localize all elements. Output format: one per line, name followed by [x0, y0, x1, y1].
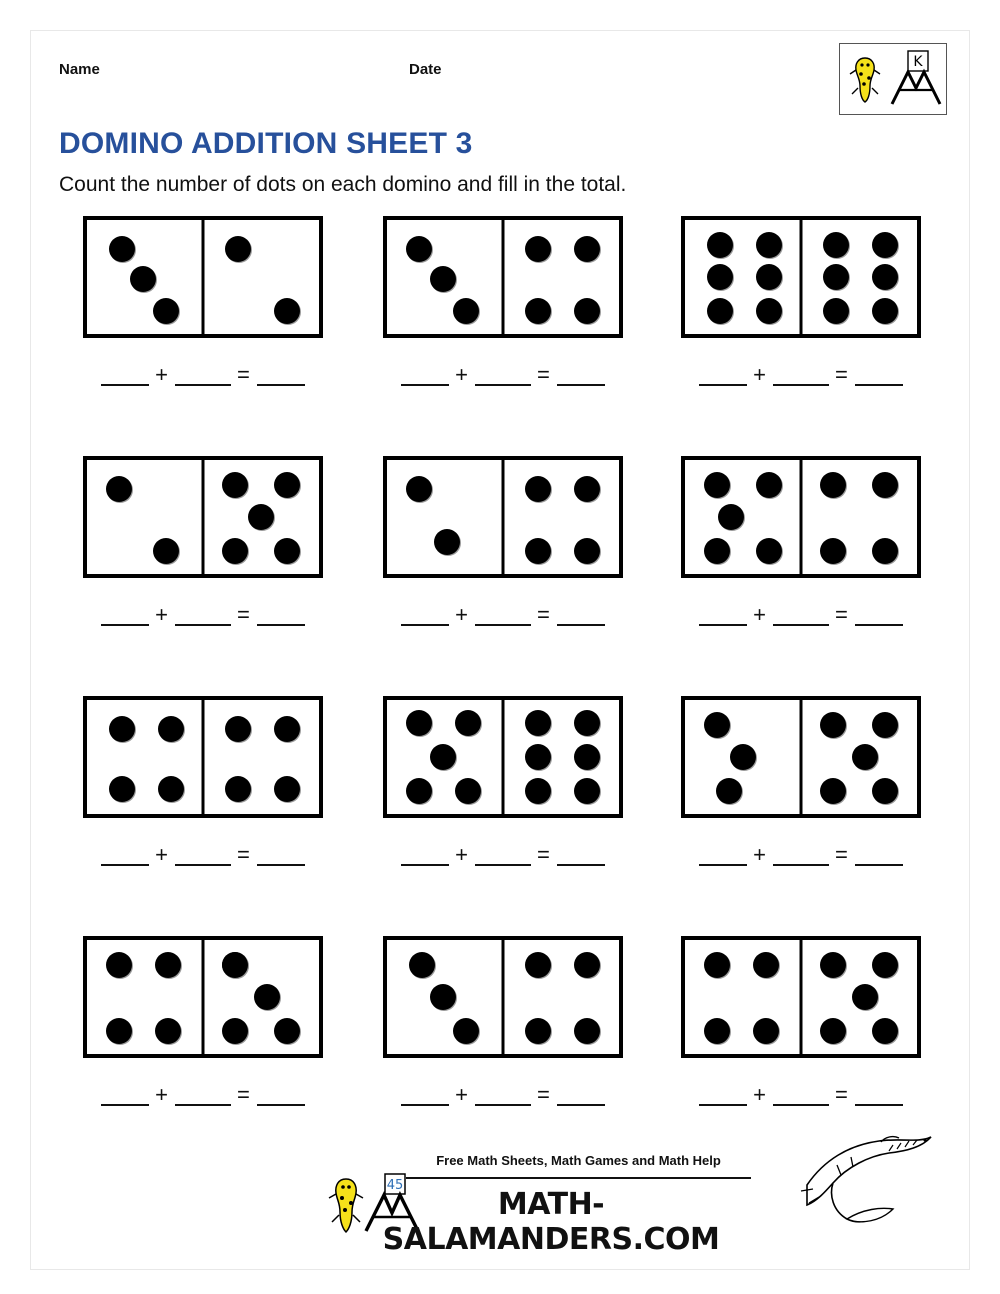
addend-1-blank[interactable] [101, 1088, 149, 1106]
total-blank[interactable] [257, 848, 305, 866]
domino-dot [109, 236, 135, 262]
domino-dot [525, 952, 551, 978]
answer-line[interactable] [53, 842, 353, 872]
domino-dot [525, 236, 551, 262]
domino-dot [406, 236, 432, 262]
domino-half-right [203, 460, 319, 574]
domino-dot [753, 952, 779, 978]
domino-dot [707, 264, 733, 290]
addend-1-blank[interactable] [401, 608, 449, 626]
problem-1 [53, 216, 353, 387]
addend-1-blank[interactable] [101, 848, 149, 866]
domino-tile [383, 936, 623, 1058]
domino-dot [430, 266, 456, 292]
domino-dot [756, 298, 782, 324]
addend-2-blank[interactable] [475, 1088, 531, 1106]
domino-dot [455, 710, 481, 736]
domino-dot [872, 264, 898, 290]
domino-dot [406, 476, 432, 502]
problem-6 [651, 456, 951, 627]
domino-tile [681, 216, 921, 338]
domino-half-right [801, 700, 917, 814]
domino-dot [155, 952, 181, 978]
domino-dot [525, 1018, 551, 1044]
footer-brand: MATH-SALAMANDERS.COM [382, 1187, 720, 1257]
problem-row [31, 216, 969, 456]
domino-half-left [387, 700, 503, 814]
domino-dot [406, 778, 432, 804]
domino-half-left [685, 460, 801, 574]
domino-dot [106, 476, 132, 502]
addend-2-blank[interactable] [773, 608, 829, 626]
domino-dot [430, 984, 456, 1010]
answer-line[interactable] [651, 1082, 951, 1112]
addend-1-blank[interactable] [101, 608, 149, 626]
domino-dot [574, 236, 600, 262]
problem-9 [651, 696, 951, 867]
equals-sign: = [835, 602, 849, 627]
equals-sign: = [537, 1082, 551, 1107]
equals-sign: = [237, 602, 251, 627]
domino-dot [274, 776, 300, 802]
domino-dot [704, 712, 730, 738]
domino-dot [106, 952, 132, 978]
total-blank[interactable] [257, 608, 305, 626]
addend-1-blank[interactable] [401, 848, 449, 866]
svg-text:45: 45 [386, 1178, 404, 1193]
addend-2-blank[interactable] [175, 848, 231, 866]
problem-row [31, 456, 969, 696]
domino-dot [434, 529, 460, 555]
domino-dot [823, 232, 849, 258]
total-blank[interactable] [557, 368, 605, 386]
equals-sign: = [237, 842, 251, 867]
addend-2-blank[interactable] [773, 368, 829, 386]
domino-half-right [503, 220, 619, 334]
total-blank[interactable] [257, 1088, 305, 1106]
problem-3 [651, 216, 951, 387]
domino-dot [704, 538, 730, 564]
domino-dot [274, 716, 300, 742]
addend-2-blank[interactable] [175, 608, 231, 626]
domino-dot [409, 952, 435, 978]
domino-dot [158, 716, 184, 742]
equals-sign: = [835, 1082, 849, 1107]
domino-dot [106, 1018, 132, 1044]
domino-dot [820, 712, 846, 738]
domino-half-right [203, 220, 319, 334]
domino-dot [574, 298, 600, 324]
addend-1-blank[interactable] [401, 368, 449, 386]
equals-sign: = [537, 602, 551, 627]
domino-dot [872, 1018, 898, 1044]
total-blank[interactable] [855, 848, 903, 866]
addend-2-blank[interactable] [773, 1088, 829, 1106]
domino-dot [574, 538, 600, 564]
problem-2 [353, 216, 653, 387]
domino-dot [574, 744, 600, 770]
domino-dot [756, 472, 782, 498]
addend-1-blank[interactable] [699, 848, 747, 866]
domino-dot [525, 778, 551, 804]
domino-dot [130, 266, 156, 292]
svg-text:K: K [913, 54, 923, 70]
domino-dot [525, 744, 551, 770]
domino-dot [274, 1018, 300, 1044]
worksheet-page [30, 30, 970, 1270]
domino-dot [716, 778, 742, 804]
domino-dot [756, 538, 782, 564]
domino-dot [109, 716, 135, 742]
domino-half-left [87, 940, 203, 1054]
domino-half-left [685, 220, 801, 334]
plus-sign: + [155, 1082, 169, 1107]
domino-dot [823, 264, 849, 290]
addend-2-blank[interactable] [175, 368, 231, 386]
addend-1-blank[interactable] [699, 1088, 747, 1106]
domino-half-right [801, 460, 917, 574]
domino-half-right [503, 460, 619, 574]
equals-sign: = [237, 1082, 251, 1107]
domino-dot [574, 476, 600, 502]
answer-line[interactable] [53, 1082, 353, 1112]
equals-sign: = [537, 842, 551, 867]
domino-dot [222, 538, 248, 564]
domino-dot [756, 232, 782, 258]
footer-divider [406, 1177, 751, 1179]
total-blank[interactable] [257, 368, 305, 386]
equals-sign: = [537, 362, 551, 387]
domino-dot [225, 236, 251, 262]
domino-dot [525, 538, 551, 564]
domino-dot [153, 538, 179, 564]
answer-line[interactable] [651, 602, 951, 632]
plus-sign: + [155, 602, 169, 627]
domino-half-left [685, 700, 801, 814]
answer-line[interactable] [53, 362, 353, 392]
domino-dot [222, 472, 248, 498]
domino-dot [109, 776, 135, 802]
plus-sign: + [455, 1082, 469, 1107]
domino-half-left [387, 460, 503, 574]
domino-dot [274, 298, 300, 324]
domino-dot [274, 472, 300, 498]
problem-4 [53, 456, 353, 627]
problem-10 [53, 936, 353, 1107]
domino-dot [153, 298, 179, 324]
date-label: Date [409, 61, 442, 78]
domino-dot [158, 776, 184, 802]
answer-line[interactable] [353, 1082, 653, 1112]
plus-sign: + [455, 842, 469, 867]
domino-dot [872, 952, 898, 978]
domino-dot [225, 716, 251, 742]
equals-sign: = [237, 362, 251, 387]
domino-dot [222, 1018, 248, 1044]
answer-line[interactable] [353, 602, 653, 632]
equals-sign: = [835, 362, 849, 387]
total-blank[interactable] [557, 608, 605, 626]
domino-tile [383, 456, 623, 578]
domino-dot [756, 264, 782, 290]
domino-dot [155, 1018, 181, 1044]
domino-half-left [685, 940, 801, 1054]
domino-dot [704, 472, 730, 498]
total-blank[interactable] [855, 368, 903, 386]
domino-dot [872, 778, 898, 804]
answer-line[interactable] [353, 362, 653, 392]
equals-sign: = [835, 842, 849, 867]
domino-half-right [801, 940, 917, 1054]
addend-1-blank[interactable] [101, 368, 149, 386]
domino-half-right [801, 220, 917, 334]
problem-12 [651, 936, 951, 1107]
domino-dot [707, 298, 733, 324]
plus-sign: + [155, 362, 169, 387]
domino-dot [222, 952, 248, 978]
domino-dot [753, 1018, 779, 1044]
plus-sign: + [753, 602, 767, 627]
lizard-icon [789, 1125, 949, 1235]
problem-5 [353, 456, 653, 627]
domino-dot [820, 538, 846, 564]
domino-tile [383, 696, 623, 818]
domino-dot [574, 778, 600, 804]
total-blank[interactable] [557, 1088, 605, 1106]
domino-half-left [87, 700, 203, 814]
domino-dot [718, 504, 744, 530]
domino-half-right [503, 940, 619, 1054]
addend-2-blank[interactable] [475, 608, 531, 626]
addend-1-blank[interactable] [401, 1088, 449, 1106]
domino-dot [525, 710, 551, 736]
km-monogram-icon [886, 50, 942, 108]
total-blank[interactable] [855, 608, 903, 626]
domino-dot [852, 744, 878, 770]
name-label: Name [59, 61, 100, 78]
domino-dot [574, 952, 600, 978]
logo-box [839, 43, 947, 115]
domino-dot [704, 1018, 730, 1044]
problem-row [31, 696, 969, 936]
domino-tile [83, 936, 323, 1058]
domino-dot [225, 776, 251, 802]
plus-sign: + [753, 842, 767, 867]
domino-dot [254, 984, 280, 1010]
problem-grid [31, 216, 969, 1176]
domino-half-left [387, 220, 503, 334]
problem-8 [353, 696, 653, 867]
domino-dot [730, 744, 756, 770]
problem-7 [53, 696, 353, 867]
domino-dot [820, 778, 846, 804]
instructions: Count the number of dots on each domino and fill in the total. [59, 173, 627, 196]
domino-dot [820, 952, 846, 978]
domino-tile [383, 216, 623, 338]
domino-half-left [87, 460, 203, 574]
domino-dot [820, 1018, 846, 1044]
plus-sign: + [455, 362, 469, 387]
total-blank[interactable] [557, 848, 605, 866]
domino-tile [681, 696, 921, 818]
domino-tile [83, 696, 323, 818]
answer-line[interactable] [651, 842, 951, 872]
domino-tile [681, 936, 921, 1058]
plus-sign: + [753, 1082, 767, 1107]
addend-2-blank[interactable] [175, 1088, 231, 1106]
domino-dot [248, 504, 274, 530]
addend-2-blank[interactable] [475, 848, 531, 866]
worksheet-header [31, 31, 969, 91]
domino-tile [681, 456, 921, 578]
domino-dot [823, 298, 849, 324]
addend-2-blank[interactable] [773, 848, 829, 866]
domino-dot [574, 1018, 600, 1044]
domino-dot [704, 952, 730, 978]
domino-half-left [387, 940, 503, 1054]
answer-line[interactable] [53, 602, 353, 632]
domino-dot [574, 710, 600, 736]
problem-11 [353, 936, 653, 1107]
domino-tile [83, 216, 323, 338]
total-blank[interactable] [855, 1088, 903, 1106]
addend-2-blank[interactable] [475, 368, 531, 386]
plus-sign: + [155, 842, 169, 867]
domino-dot [872, 538, 898, 564]
domino-half-right [203, 700, 319, 814]
domino-half-right [203, 940, 319, 1054]
domino-dot [274, 538, 300, 564]
domino-half-right [503, 700, 619, 814]
domino-dot [430, 744, 456, 770]
addend-1-blank[interactable] [699, 368, 747, 386]
page-title: DOMINO ADDITION SHEET 3 [59, 127, 473, 160]
domino-dot [707, 232, 733, 258]
domino-dot [872, 712, 898, 738]
domino-dot [852, 984, 878, 1010]
domino-dot [453, 298, 479, 324]
domino-half-left [87, 220, 203, 334]
domino-tile [83, 456, 323, 578]
answer-line[interactable] [651, 362, 951, 392]
plus-sign: + [753, 362, 767, 387]
domino-dot [406, 710, 432, 736]
domino-dot [820, 472, 846, 498]
domino-dot [455, 778, 481, 804]
plus-sign: + [455, 602, 469, 627]
domino-dot [872, 472, 898, 498]
domino-dot [525, 298, 551, 324]
addend-1-blank[interactable] [699, 608, 747, 626]
domino-dot [872, 298, 898, 324]
domino-dot [525, 476, 551, 502]
domino-dot [453, 1018, 479, 1044]
footer-tagline: Free Math Sheets, Math Games and Math Help [436, 1153, 721, 1168]
answer-line[interactable] [353, 842, 653, 872]
worksheet-footer [31, 1135, 969, 1255]
salamander-icon [848, 56, 882, 104]
domino-dot [872, 232, 898, 258]
